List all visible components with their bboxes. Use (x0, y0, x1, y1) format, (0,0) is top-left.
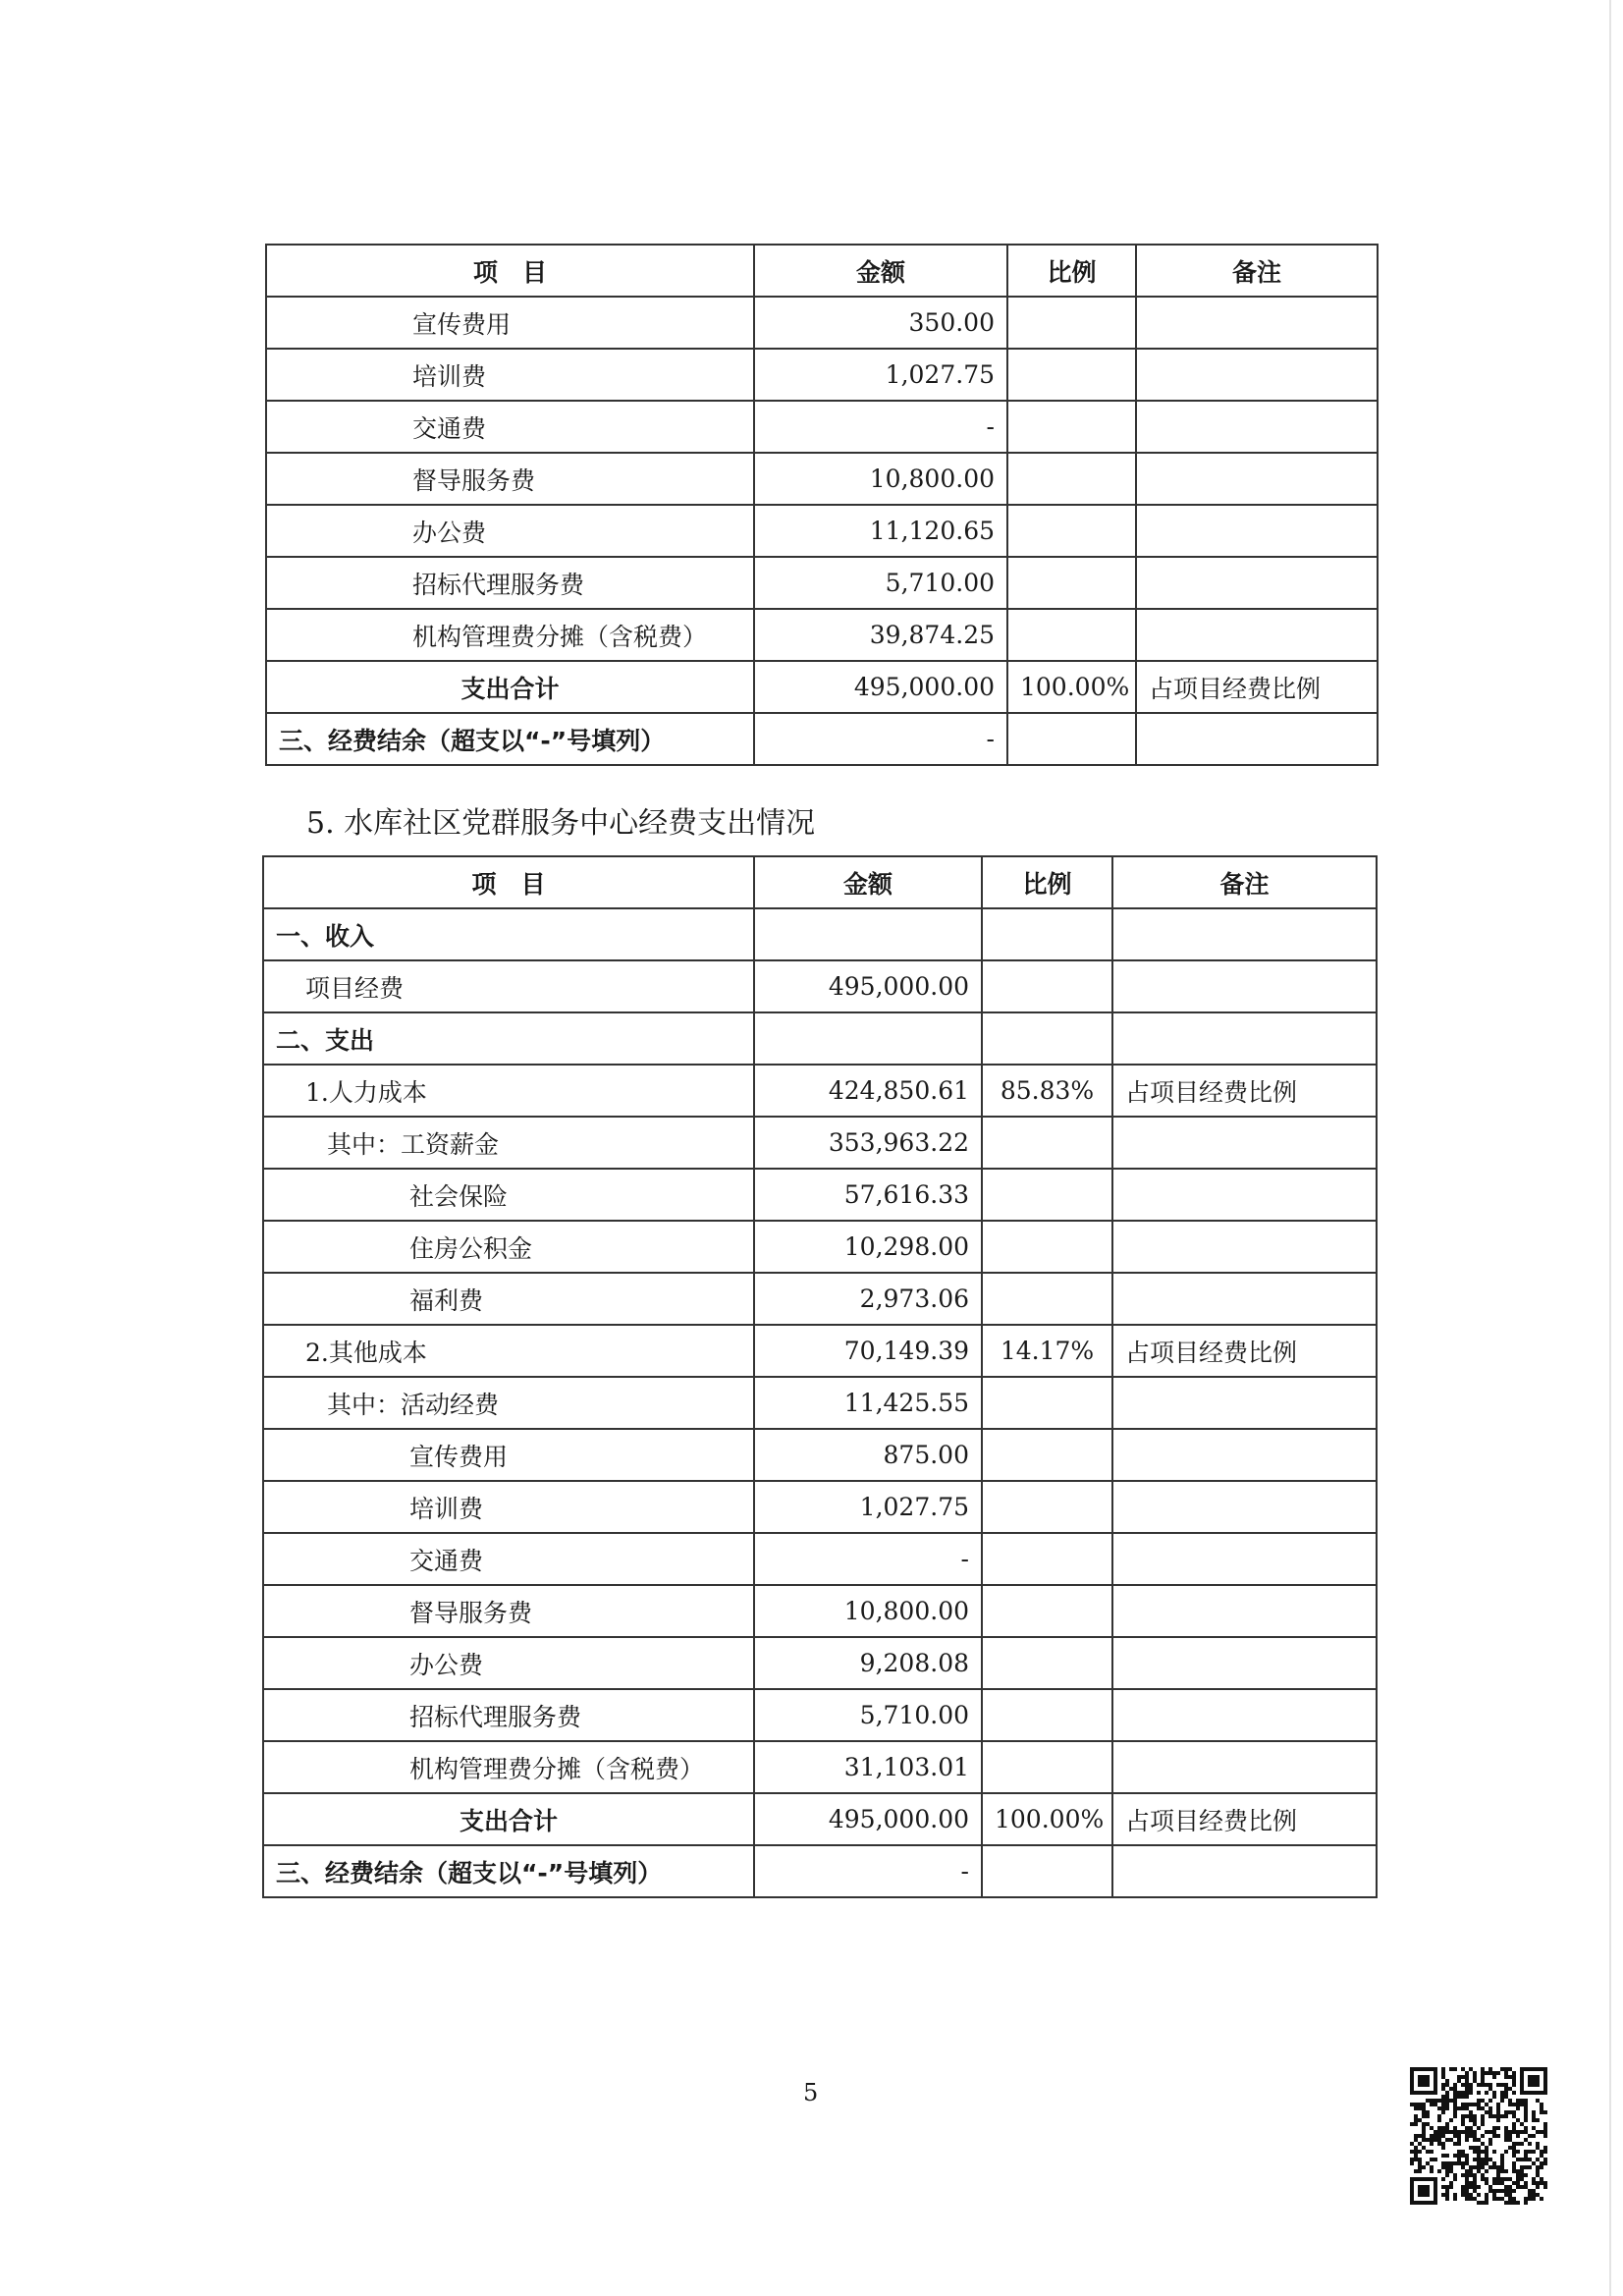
table-row-balance (266, 713, 1378, 765)
table-row-balance (263, 1845, 1377, 1897)
table-row (266, 401, 1378, 453)
row-ratio (982, 1169, 1112, 1221)
row-item: 住房公积金 (263, 1221, 754, 1273)
row-amount: 424,850.61 (754, 1065, 982, 1117)
row-note (1136, 713, 1378, 765)
row-note (1112, 960, 1377, 1012)
row-item: 支出合计 (266, 661, 754, 713)
table-row (263, 1169, 1377, 1221)
table-row (263, 1637, 1377, 1689)
header-amount: 金额 (754, 245, 1007, 297)
row-note (1136, 609, 1378, 661)
table-row (263, 1481, 1377, 1533)
row-amount: - (754, 1845, 982, 1897)
table-row (263, 1741, 1377, 1793)
table-row (263, 1585, 1377, 1637)
row-amount: 353,963.22 (754, 1117, 982, 1169)
row-note (1112, 1845, 1377, 1897)
row-item: 培训费 (263, 1481, 754, 1533)
row-note: 占项目经费比例 (1112, 1325, 1377, 1377)
row-note (1112, 1637, 1377, 1689)
row-item: 三、经费结余（超支以“-”号填列） (263, 1845, 754, 1897)
row-item: 三、经费结余（超支以“-”号填列） (266, 713, 754, 765)
table-row (263, 1377, 1377, 1429)
row-ratio: 100.00% (1007, 661, 1136, 713)
row-item: 宣传费用 (263, 1429, 754, 1481)
row-ratio (982, 1637, 1112, 1689)
row-note (1136, 349, 1378, 401)
row-item: 招标代理服务费 (266, 557, 754, 609)
row-ratio (1007, 453, 1136, 505)
row-item: 一、收入 (263, 908, 754, 960)
row-item: 办公费 (263, 1637, 754, 1689)
row-note (1112, 1741, 1377, 1793)
table-row (263, 1117, 1377, 1169)
row-note (1136, 557, 1378, 609)
row-ratio (982, 1012, 1112, 1065)
row-note (1112, 1273, 1377, 1325)
table-row-section (263, 908, 1377, 960)
row-amount: 11,120.65 (754, 505, 1007, 557)
row-amount: 10,800.00 (754, 1585, 982, 1637)
table-row (263, 960, 1377, 1012)
row-note (1112, 1481, 1377, 1533)
row-item: 1.人力成本 (263, 1065, 754, 1117)
row-item: 机构管理费分摊（含税费） (263, 1741, 754, 1793)
header-ratio: 比例 (982, 856, 1112, 908)
row-amount: 11,425.55 (754, 1377, 982, 1429)
row-ratio: 14.17% (982, 1325, 1112, 1377)
row-item: 培训费 (266, 349, 754, 401)
table-row (263, 1221, 1377, 1273)
table-row (263, 1689, 1377, 1741)
row-item: 督导服务费 (266, 453, 754, 505)
row-amount: 9,208.08 (754, 1637, 982, 1689)
header-item: 项 目 (266, 245, 754, 297)
table-row-total (266, 661, 1378, 713)
row-ratio (1007, 557, 1136, 609)
header-note: 备注 (1136, 245, 1378, 297)
table-row (263, 1065, 1377, 1117)
row-ratio (982, 1689, 1112, 1741)
row-note (1112, 908, 1377, 960)
qr-code-icon (1410, 2067, 1547, 2205)
table-row (266, 297, 1378, 349)
row-note (1112, 1169, 1377, 1221)
row-ratio (982, 908, 1112, 960)
table-row (266, 557, 1378, 609)
row-amount: 39,874.25 (754, 609, 1007, 661)
row-amount: 57,616.33 (754, 1169, 982, 1221)
row-ratio (982, 1845, 1112, 1897)
table-row (266, 505, 1378, 557)
page-number: 5 (803, 2079, 819, 2106)
row-amount: 10,800.00 (754, 453, 1007, 505)
row-item: 福利费 (263, 1273, 754, 1325)
table-header-row (266, 245, 1378, 297)
page-edge (1609, 0, 1611, 2296)
row-ratio (982, 1585, 1112, 1637)
row-note (1112, 1585, 1377, 1637)
expense-table-shuiku (262, 855, 1378, 1898)
row-ratio (982, 1117, 1112, 1169)
row-item: 其中：工资薪金 (263, 1117, 754, 1169)
row-amount: 495,000.00 (754, 1793, 982, 1845)
row-item: 交通费 (266, 401, 754, 453)
row-note (1112, 1221, 1377, 1273)
row-item: 支出合计 (263, 1793, 754, 1845)
row-note: 占项目经费比例 (1112, 1793, 1377, 1845)
row-amount: - (754, 713, 1007, 765)
row-ratio (1007, 349, 1136, 401)
row-note (1112, 1377, 1377, 1429)
row-note (1112, 1689, 1377, 1741)
header-ratio: 比例 (1007, 245, 1136, 297)
header-item: 项 目 (263, 856, 754, 908)
row-item: 2.其他成本 (263, 1325, 754, 1377)
row-note (1136, 297, 1378, 349)
row-amount (754, 1012, 982, 1065)
row-note (1112, 1012, 1377, 1065)
row-note (1112, 1533, 1377, 1585)
row-ratio: 100.00% (982, 1793, 1112, 1845)
row-ratio (982, 1533, 1112, 1585)
row-note (1112, 1429, 1377, 1481)
row-ratio (982, 1377, 1112, 1429)
row-note (1136, 453, 1378, 505)
row-item: 其中：活动经费 (263, 1377, 754, 1429)
row-ratio (1007, 297, 1136, 349)
table-row (266, 349, 1378, 401)
row-amount: 875.00 (754, 1429, 982, 1481)
row-amount: 2,973.06 (754, 1273, 982, 1325)
row-ratio (982, 1481, 1112, 1533)
row-amount: 5,710.00 (754, 557, 1007, 609)
row-amount: 31,103.01 (754, 1741, 982, 1793)
row-note (1112, 1117, 1377, 1169)
row-ratio (982, 1741, 1112, 1793)
row-amount: 495,000.00 (754, 661, 1007, 713)
table-row-total (263, 1793, 1377, 1845)
row-item: 机构管理费分摊（含税费） (266, 609, 754, 661)
table-header-row (263, 856, 1377, 908)
row-item: 社会保险 (263, 1169, 754, 1221)
row-item: 宣传费用 (266, 297, 754, 349)
row-amount: 495,000.00 (754, 960, 982, 1012)
table-row (263, 1325, 1377, 1377)
table-row (263, 1429, 1377, 1481)
row-amount: 1,027.75 (754, 349, 1007, 401)
row-ratio: 85.83% (982, 1065, 1112, 1117)
row-item: 招标代理服务费 (263, 1689, 754, 1741)
row-item: 二、支出 (263, 1012, 754, 1065)
row-amount: 350.00 (754, 297, 1007, 349)
table-row (263, 1273, 1377, 1325)
row-note (1136, 505, 1378, 557)
row-amount (754, 908, 982, 960)
row-amount: 5,710.00 (754, 1689, 982, 1741)
row-ratio (1007, 609, 1136, 661)
row-amount: 1,027.75 (754, 1481, 982, 1533)
row-ratio (1007, 505, 1136, 557)
row-ratio (982, 1273, 1112, 1325)
row-item: 项目经费 (263, 960, 754, 1012)
row-amount: 70,149.39 (754, 1325, 982, 1377)
row-note (1136, 401, 1378, 453)
row-amount: - (754, 1533, 982, 1585)
row-item: 办公费 (266, 505, 754, 557)
row-item: 交通费 (263, 1533, 754, 1585)
table-row (263, 1533, 1377, 1585)
table-row (266, 453, 1378, 505)
row-note: 占项目经费比例 (1136, 661, 1378, 713)
row-ratio (982, 1429, 1112, 1481)
header-amount: 金额 (754, 856, 982, 908)
row-amount: - (754, 401, 1007, 453)
expense-table-continued (265, 244, 1379, 766)
table-row (266, 609, 1378, 661)
row-ratio (1007, 401, 1136, 453)
table-row-section (263, 1012, 1377, 1065)
row-note: 占项目经费比例 (1112, 1065, 1377, 1117)
row-item: 督导服务费 (263, 1585, 754, 1637)
row-amount: 10,298.00 (754, 1221, 982, 1273)
row-ratio (1007, 713, 1136, 765)
section-title: 5. 水库社区党群服务中心经费支出情况 (306, 806, 816, 841)
row-ratio (982, 960, 1112, 1012)
row-ratio (982, 1221, 1112, 1273)
header-note: 备注 (1112, 856, 1377, 908)
